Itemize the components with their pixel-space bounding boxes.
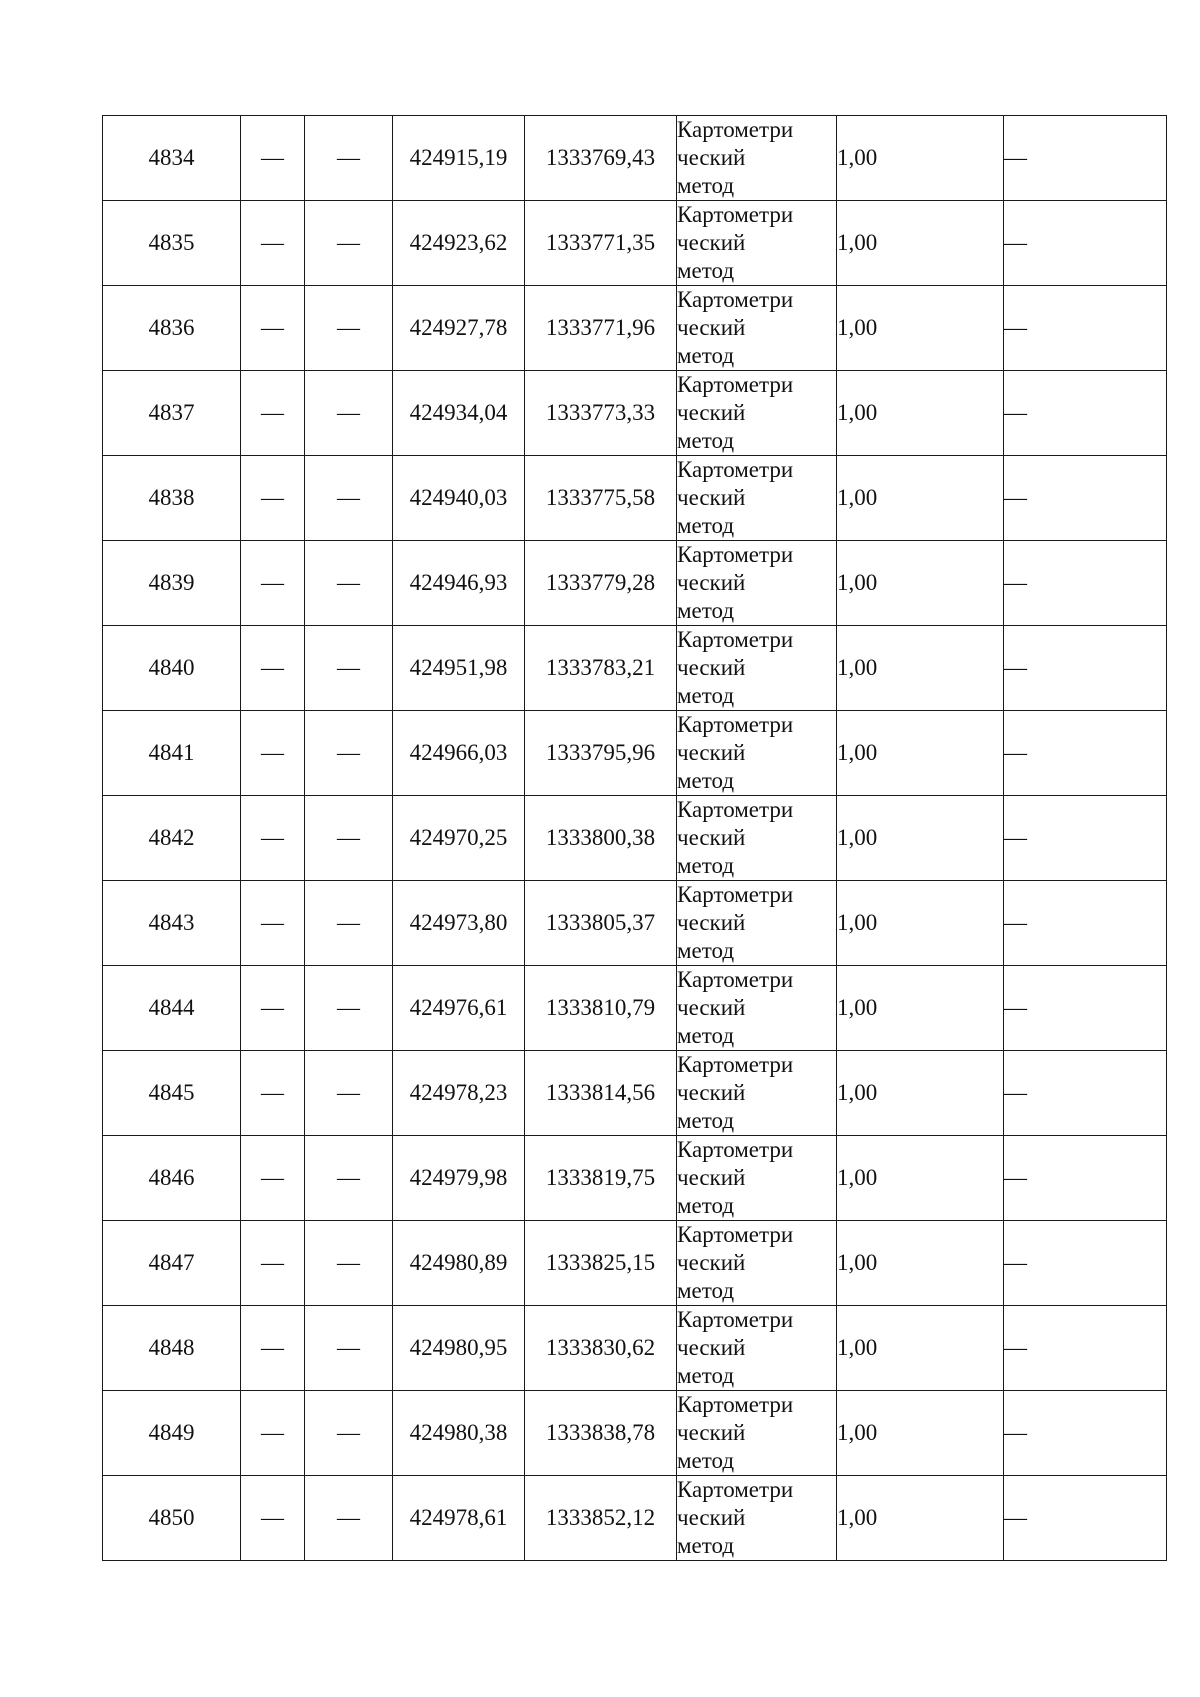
y-coordinate-cell: 1333771,96 (525, 286, 677, 371)
point-number-cell: 4845 (103, 1051, 241, 1136)
accuracy-cell: 1,00 (837, 371, 1004, 456)
empty-value-cell: — (241, 711, 305, 796)
method-text: Картометри ческий метод (677, 1477, 794, 1558)
accuracy-cell: 1,00 (837, 201, 1004, 286)
method-cell (677, 286, 837, 371)
method-cell (677, 1136, 837, 1221)
point-number-cell: 4837 (103, 371, 241, 456)
description-cell: — (1004, 1306, 1167, 1391)
point-number-cell: 4844 (103, 966, 241, 1051)
point-number-cell: 4836 (103, 286, 241, 371)
y-coordinate-cell: 1333775,58 (525, 456, 677, 541)
empty-value-cell: — (241, 1136, 305, 1221)
description-cell: — (1004, 1051, 1167, 1136)
table-row (103, 116, 1167, 201)
point-number-cell: 4849 (103, 1391, 241, 1476)
method-text: Картометри ческий метод (677, 712, 794, 793)
accuracy-cell: 1,00 (837, 1391, 1004, 1476)
description-cell: — (1004, 626, 1167, 711)
table-row (103, 541, 1167, 626)
empty-value-cell: — (241, 796, 305, 881)
method-cell (677, 1391, 837, 1476)
accuracy-cell: 1,00 (837, 456, 1004, 541)
table-row (103, 1306, 1167, 1391)
y-coordinate-cell: 1333810,79 (525, 966, 677, 1051)
point-number-cell: 4846 (103, 1136, 241, 1221)
description-cell: — (1004, 966, 1167, 1051)
point-number-cell: 4843 (103, 881, 241, 966)
method-cell (677, 1051, 837, 1136)
description-cell: — (1004, 796, 1167, 881)
point-number-cell: 4840 (103, 626, 241, 711)
x-coordinate-cell: 424940,03 (393, 456, 525, 541)
empty-value-cell: — (241, 456, 305, 541)
method-cell (677, 881, 837, 966)
point-number-cell: 4847 (103, 1221, 241, 1306)
empty-value-cell: — (305, 881, 393, 966)
table-row (103, 1391, 1167, 1476)
method-text: Картометри ческий метод (677, 1222, 794, 1303)
description-cell: — (1004, 456, 1167, 541)
empty-value-cell: — (241, 1051, 305, 1136)
x-coordinate-cell: 424980,38 (393, 1391, 525, 1476)
empty-value-cell: — (241, 1476, 305, 1561)
x-coordinate-cell: 424915,19 (393, 116, 525, 201)
empty-value-cell: — (305, 116, 393, 201)
y-coordinate-cell: 1333825,15 (525, 1221, 677, 1306)
x-coordinate-cell: 424927,78 (393, 286, 525, 371)
empty-value-cell: — (305, 796, 393, 881)
empty-value-cell: — (305, 1476, 393, 1561)
table-row (103, 881, 1167, 966)
table-row (103, 1136, 1167, 1221)
y-coordinate-cell: 1333830,62 (525, 1306, 677, 1391)
empty-value-cell: — (305, 1221, 393, 1306)
description-cell: — (1004, 711, 1167, 796)
empty-value-cell: — (305, 286, 393, 371)
accuracy-cell: 1,00 (837, 116, 1004, 201)
description-cell: — (1004, 201, 1167, 286)
y-coordinate-cell: 1333771,35 (525, 201, 677, 286)
x-coordinate-cell: 424978,23 (393, 1051, 525, 1136)
accuracy-cell: 1,00 (837, 626, 1004, 711)
empty-value-cell: — (305, 1391, 393, 1476)
method-cell (677, 711, 837, 796)
empty-value-cell: — (241, 1391, 305, 1476)
method-text: Картометри ческий метод (677, 797, 794, 878)
description-cell: — (1004, 1391, 1167, 1476)
empty-value-cell: — (241, 626, 305, 711)
accuracy-cell: 1,00 (837, 966, 1004, 1051)
x-coordinate-cell: 424980,95 (393, 1306, 525, 1391)
method-text: Картометри ческий метод (677, 882, 794, 963)
table-body (103, 116, 1167, 1561)
accuracy-cell: 1,00 (837, 1306, 1004, 1391)
x-coordinate-cell: 424979,98 (393, 1136, 525, 1221)
empty-value-cell: — (305, 626, 393, 711)
table-row (103, 966, 1167, 1051)
table-row (103, 711, 1167, 796)
empty-value-cell: — (305, 201, 393, 286)
table-row (103, 201, 1167, 286)
method-text: Картометри ческий метод (677, 1392, 794, 1473)
x-coordinate-cell: 424923,62 (393, 201, 525, 286)
x-coordinate-cell: 424946,93 (393, 541, 525, 626)
method-text: Картометри ческий метод (677, 117, 794, 198)
point-number-cell: 4842 (103, 796, 241, 881)
x-coordinate-cell: 424976,61 (393, 966, 525, 1051)
x-coordinate-cell: 424951,98 (393, 626, 525, 711)
y-coordinate-cell: 1333800,38 (525, 796, 677, 881)
empty-value-cell: — (241, 881, 305, 966)
empty-value-cell: — (305, 711, 393, 796)
method-text: Картометри ческий метод (677, 287, 794, 368)
x-coordinate-cell: 424978,61 (393, 1476, 525, 1561)
coordinates-table (102, 115, 1167, 1561)
table-row (103, 1051, 1167, 1136)
method-text: Картометри ческий метод (677, 1307, 794, 1388)
empty-value-cell: — (305, 1136, 393, 1221)
y-coordinate-cell: 1333773,33 (525, 371, 677, 456)
method-text: Картометри ческий метод (677, 627, 794, 708)
x-coordinate-cell: 424970,25 (393, 796, 525, 881)
accuracy-cell: 1,00 (837, 286, 1004, 371)
x-coordinate-cell: 424966,03 (393, 711, 525, 796)
y-coordinate-cell: 1333819,75 (525, 1136, 677, 1221)
description-cell: — (1004, 541, 1167, 626)
description-cell: — (1004, 286, 1167, 371)
table-row (103, 1476, 1167, 1561)
table-row (103, 456, 1167, 541)
empty-value-cell: — (305, 966, 393, 1051)
x-coordinate-cell: 424934,04 (393, 371, 525, 456)
empty-value-cell: — (241, 371, 305, 456)
y-coordinate-cell: 1333779,28 (525, 541, 677, 626)
accuracy-cell: 1,00 (837, 711, 1004, 796)
accuracy-cell: 1,00 (837, 1051, 1004, 1136)
method-text: Картометри ческий метод (677, 967, 794, 1048)
point-number-cell: 4838 (103, 456, 241, 541)
empty-value-cell: — (241, 286, 305, 371)
y-coordinate-cell: 1333769,43 (525, 116, 677, 201)
accuracy-cell: 1,00 (837, 541, 1004, 626)
description-cell: — (1004, 1221, 1167, 1306)
y-coordinate-cell: 1333795,96 (525, 711, 677, 796)
point-number-cell: 4841 (103, 711, 241, 796)
empty-value-cell: — (305, 541, 393, 626)
empty-value-cell: — (305, 371, 393, 456)
method-cell (677, 966, 837, 1051)
method-cell (677, 1221, 837, 1306)
method-text: Картометри ческий метод (677, 1137, 794, 1218)
accuracy-cell: 1,00 (837, 796, 1004, 881)
method-cell (677, 201, 837, 286)
empty-value-cell: — (241, 1221, 305, 1306)
description-cell: — (1004, 1476, 1167, 1561)
method-text: Картометри ческий метод (677, 542, 794, 623)
table-row (103, 796, 1167, 881)
empty-value-cell: — (241, 201, 305, 286)
empty-value-cell: — (241, 116, 305, 201)
point-number-cell: 4835 (103, 201, 241, 286)
point-number-cell: 4834 (103, 116, 241, 201)
y-coordinate-cell: 1333814,56 (525, 1051, 677, 1136)
method-cell (677, 371, 837, 456)
table-row (103, 626, 1167, 711)
description-cell: — (1004, 371, 1167, 456)
description-cell: — (1004, 1136, 1167, 1221)
method-text: Картометри ческий метод (677, 202, 794, 283)
empty-value-cell: — (305, 1051, 393, 1136)
accuracy-cell: 1,00 (837, 1221, 1004, 1306)
y-coordinate-cell: 1333783,21 (525, 626, 677, 711)
method-text: Картометри ческий метод (677, 1052, 794, 1133)
method-cell (677, 796, 837, 881)
point-number-cell: 4848 (103, 1306, 241, 1391)
method-cell (677, 1476, 837, 1561)
description-cell: — (1004, 116, 1167, 201)
empty-value-cell: — (241, 1306, 305, 1391)
point-number-cell: 4850 (103, 1476, 241, 1561)
empty-value-cell: — (305, 456, 393, 541)
method-cell (677, 626, 837, 711)
method-cell (677, 456, 837, 541)
y-coordinate-cell: 1333838,78 (525, 1391, 677, 1476)
empty-value-cell: — (305, 1306, 393, 1391)
y-coordinate-cell: 1333852,12 (525, 1476, 677, 1561)
x-coordinate-cell: 424980,89 (393, 1221, 525, 1306)
method-cell (677, 116, 837, 201)
point-number-cell: 4839 (103, 541, 241, 626)
method-cell (677, 1306, 837, 1391)
method-text: Картометри ческий метод (677, 372, 794, 453)
accuracy-cell: 1,00 (837, 1476, 1004, 1561)
table-row (103, 1221, 1167, 1306)
empty-value-cell: — (241, 966, 305, 1051)
method-text: Картометри ческий метод (677, 457, 794, 538)
x-coordinate-cell: 424973,80 (393, 881, 525, 966)
description-cell: — (1004, 881, 1167, 966)
y-coordinate-cell: 1333805,37 (525, 881, 677, 966)
empty-value-cell: — (241, 541, 305, 626)
method-cell (677, 541, 837, 626)
accuracy-cell: 1,00 (837, 1136, 1004, 1221)
accuracy-cell: 1,00 (837, 881, 1004, 966)
table-row (103, 286, 1167, 371)
table-row (103, 371, 1167, 456)
